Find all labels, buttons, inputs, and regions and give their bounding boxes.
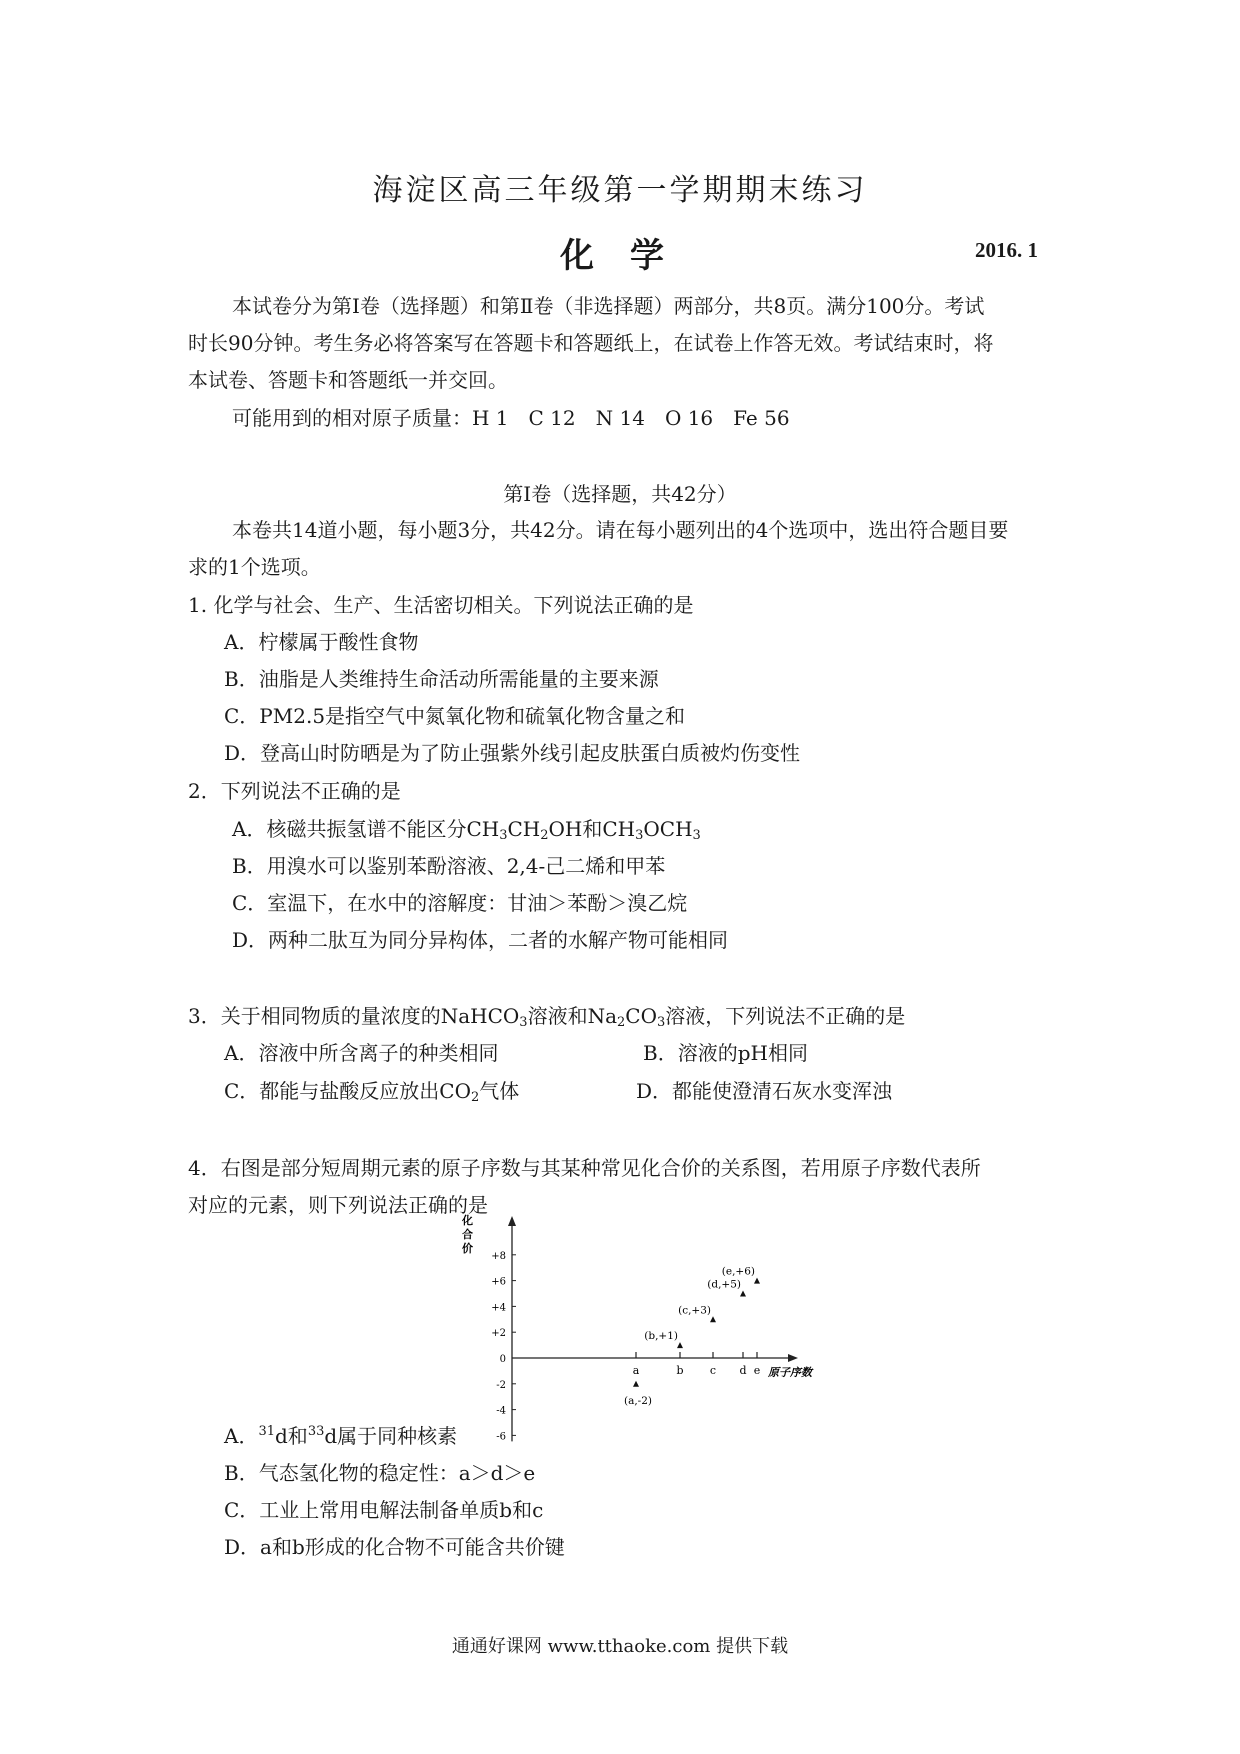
data-label: (b,+1) (644, 1330, 678, 1343)
exam-date: 2016. 1 (975, 238, 1038, 262)
y-axis-label-char: 价 (462, 1242, 473, 1255)
question-3-option-b: B．溶液的pH相同 (643, 1041, 808, 1065)
y-tick-label: +2 (491, 1328, 506, 1340)
q2a-s1: 3 (499, 828, 508, 843)
x-axis-label: 原子序数 (768, 1366, 812, 1379)
question-4-stem-2: 对应的元素，则下列说法正确的是 (188, 1193, 488, 1217)
data-point (677, 1342, 683, 1348)
question-2-option-a (232, 813, 701, 842)
question-3-stem (188, 1000, 905, 1029)
section-1-desc-1: 本卷共14道小题，每小题3分，共42分。请在每小题列出的4个选项中，选出符合题目要 (232, 518, 1009, 542)
q4a-sup1: 31 (258, 1424, 275, 1439)
x-tick-label: c (709, 1364, 717, 1377)
question-4-option-a (224, 1420, 457, 1449)
question-1-option-b: B．油脂是人类维持生命活动所需能量的主要来源 (224, 667, 659, 691)
q3-stem-p1: 3．关于相同物质的量浓度的NaHCO (188, 1004, 520, 1028)
y-axis-label-char: 化 (462, 1214, 473, 1227)
y-axis-label-char: 合 (462, 1228, 473, 1241)
question-3-option-d: D．都能使澄清石灰水变浑浊 (636, 1079, 893, 1103)
q3-stem-p3: CO (625, 1004, 657, 1028)
data-point (710, 1316, 716, 1322)
data-point (740, 1291, 746, 1297)
data-label: (c,+3) (678, 1304, 711, 1317)
y-tick-label: -2 (496, 1379, 506, 1391)
valence-chart (430, 1212, 850, 1442)
y-tick-label: +4 (491, 1302, 506, 1314)
q3-stem-s1: 3 (519, 1015, 528, 1030)
question-4-option-c: C．工业上常用电解法制备单质b和c (224, 1498, 544, 1522)
page-title: 海淀区高三年级第一学期期末练习 (372, 173, 868, 208)
question-1-option-a: A．柠檬属于酸性食物 (224, 630, 419, 654)
question-2-stem: 2．下列说法不正确的是 (188, 779, 401, 803)
y-tick-label: -6 (496, 1431, 506, 1442)
question-3-option-c (224, 1075, 519, 1104)
q2a-f4: OCH (643, 817, 693, 841)
y-tick-label: -4 (496, 1405, 506, 1417)
question-3-option-a: A．溶液中所含离子的种类相同 (224, 1041, 499, 1065)
y-axis-arrow (508, 1216, 516, 1226)
q2a-f3: OH和CH (548, 817, 636, 841)
question-4-option-d: D．a和b形成的化合物不可能含共价键 (224, 1535, 565, 1559)
q4a-p3: d属于同种核素 (324, 1424, 458, 1448)
q2a-prefix: A．核磁共振氢谱不能区分 (232, 817, 467, 841)
q2a-f1: CH (466, 817, 500, 841)
question-2-option-c: C．室温下，在水中的溶解度：甘油＞苯酚＞溴乙烷 (232, 891, 688, 915)
y-tick-label: +8 (491, 1250, 506, 1262)
question-1-option-d: D．登高山时防晒是为了防止强紫外线引起皮肤蛋白质被灼伤变性 (224, 741, 801, 765)
x-tick-label: a (632, 1364, 640, 1377)
q2a-f2: CH (507, 817, 541, 841)
x-tick-label: d (739, 1364, 747, 1377)
data-label: (e,+6) (721, 1265, 755, 1278)
question-2-option-d: D．两种二肽互为同分异构体，二者的水解产物可能相同 (232, 928, 729, 952)
section-1-title: 第Ⅰ卷（选择题，共42分） (503, 482, 737, 506)
data-point (754, 1278, 760, 1284)
y-tick-label: +6 (491, 1276, 506, 1288)
x-axis-arrow (788, 1354, 798, 1362)
question-4-stem-1: 4．右图是部分短周期元素的原子序数与其某种常见化合价的关系图，若用原子序数代表所 (188, 1156, 981, 1180)
data-label: (d,+5) (707, 1278, 741, 1291)
subject-title: 化学 (560, 236, 700, 276)
q4a-p1: A． (224, 1424, 259, 1448)
q3-stem-p2: 溶液和Na (527, 1004, 618, 1028)
question-1-stem: 1. 化学与社会、生产、生活密切相关。下列说法正确的是 (188, 593, 694, 617)
intro-line-1: 本试卷分为第Ⅰ卷（选择题）和第Ⅱ卷（非选择题）两部分，共8页。满分100分。考试 (232, 294, 985, 318)
q3c-p2: 气体 (479, 1079, 520, 1103)
q2a-s4: 3 (692, 828, 701, 843)
data-label: (a,-2) (623, 1394, 653, 1407)
y-tick-label: 0 (499, 1354, 506, 1365)
section-1-desc-2: 求的1个选项。 (188, 555, 321, 579)
footer: 通通好课网 www.tthaoke.com 提供下载 (451, 1636, 789, 1657)
question-4-option-b: B．气态氢化物的稳定性：a＞d＞e (224, 1461, 536, 1485)
intro-line-3: 本试卷、答题卡和答题纸一并交回。 (188, 368, 508, 392)
x-tick-label: e (753, 1364, 761, 1377)
q4a-sup2: 33 (307, 1424, 325, 1439)
chart-marks (624, 1266, 760, 1407)
atomic-masses: 可能用到的相对原子质量：H 1 C 12 N 14 O 16 Fe 56 (232, 406, 790, 430)
x-tick-label: b (676, 1364, 684, 1377)
question-1-option-c: C．PM2.5是指空气中氮氧化物和硫氧化物含量之和 (224, 704, 686, 728)
intro-line-2: 时长90分钟。考生务必将答案写在答题卡和答题纸上，在试卷上作答无效。考试结束时，将 (188, 331, 994, 355)
question-2-option-b: B．用溴水可以鉴别苯酚溶液、2,4-己二烯和甲苯 (232, 854, 666, 878)
q3-stem-s2: 2 (617, 1015, 626, 1030)
q4a-p2: d和 (275, 1424, 308, 1448)
q3c-p1: C．都能与盐酸反应放出CO (224, 1079, 472, 1103)
q3-stem-s3: 3 (657, 1015, 666, 1030)
data-point (633, 1381, 639, 1387)
q2a-s2: 2 (540, 828, 549, 843)
q3c-s1: 2 (471, 1090, 480, 1105)
q2a-s3: 3 (635, 828, 644, 843)
q3-stem-p4: 溶液，下列说法不正确的是 (665, 1004, 906, 1028)
chart-axes (461, 1213, 814, 1442)
